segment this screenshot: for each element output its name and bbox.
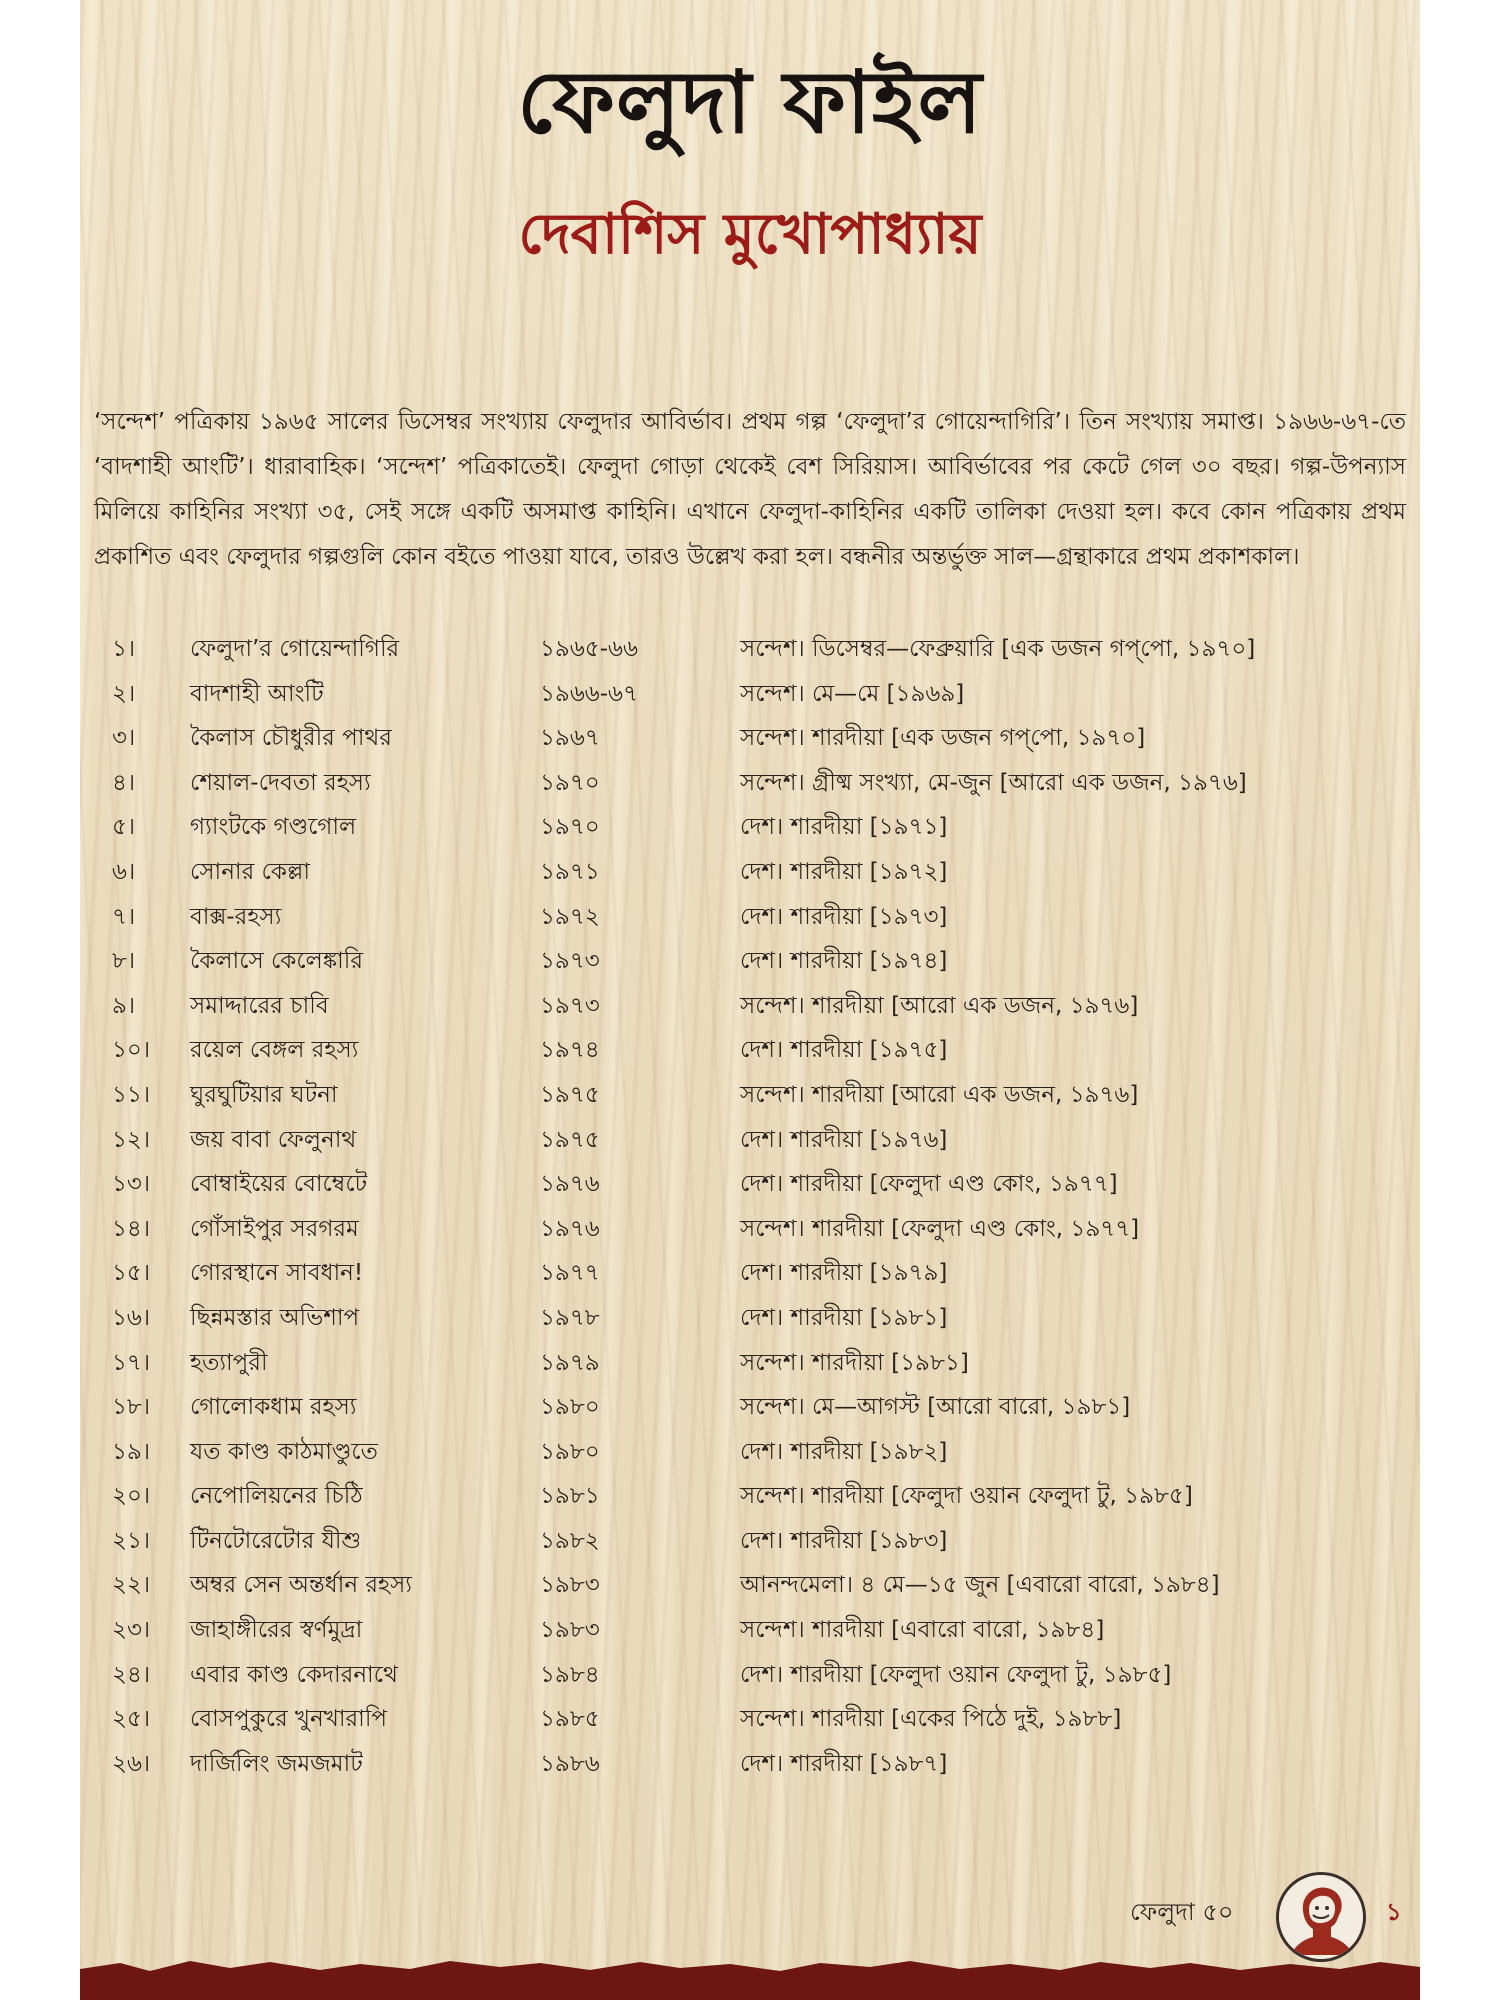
story-number: ১৫। xyxy=(112,1260,151,1287)
story-row xyxy=(80,1341,1420,1386)
story-row xyxy=(80,1162,1420,1207)
story-number: ১৭। xyxy=(112,1349,151,1376)
story-row xyxy=(80,761,1420,806)
story-publication: সন্দেশ। শারদীয়া [এবারো বারো, ১৯৮৪] xyxy=(740,1617,1105,1644)
story-title: গোরস্থানে সাবধান! xyxy=(190,1260,364,1287)
author-name: দেবাশিস মুখোপাধ্যায় xyxy=(518,202,982,267)
story-title: ফেলুদা’র গোয়েন্দাগিরি xyxy=(190,636,400,662)
story-row xyxy=(80,1207,1420,1252)
story-title: গোলোকধাম রহস্য xyxy=(190,1394,357,1421)
intro-paragraph: ‘সন্দেশ’ পত্রিকায় ১৯৬৫ সালের ডিসেম্বর সংখ্যায় ফেলুদার আবির্ভাব। প্রথম গল্প ‘ফেলুদা’র গোয়েন্দাগিরি’। তিন সংখ্যায় সমাপ্ত। ১৯৬৬-৬৭-তে ‘বাদশাহী আংটি’। ধারাবাহিক। ‘সন্দেশ’ পত্রিকাতেই। ফেলুদা গোড়া থেকেই বেশ সিরিয়াস। আবির্ভাবের পর কেটে গেল ৩০ বছর। গল্প-উপন্যাস মিলিয়ে কাহিনির সংখ্যা ৩৫, সেই সঙ্গে একটি অসমাপ্ত কাহিনি। এখানে ফেলুদা-কাহিনির একটি তালিকা দেওয়া হল। কবে কোন পত্রিকায় প্রথম প্রকাশিত এবং ফেলুদার গল্পগুলি কোন বইতে পাওয়া যাবে, তারও উল্লেখ করা হল। বন্ধনীর অন্তর্ভুক্ত সাল—গ্রন্থাকারে প্রথম প্রকাশকাল। xyxy=(94,409,1406,570)
story-number: ২৪। xyxy=(112,1661,151,1688)
story-number: ১৪। xyxy=(112,1215,151,1242)
story-year: ১৯৮৪ xyxy=(540,1661,600,1688)
story-list xyxy=(80,627,1420,1786)
story-number: ১২। xyxy=(112,1126,151,1153)
story-row xyxy=(80,1073,1420,1118)
story-row xyxy=(80,1296,1420,1341)
story-title: জাহাঙ্গীরের স্বর্ণমুদ্রা xyxy=(190,1617,363,1644)
story-row xyxy=(80,1028,1420,1073)
story-publication: সন্দেশ। ডিসেম্বর—ফেব্রুয়ারি [এক ডজন গপ্‌পো, ১৯৭০] xyxy=(740,636,1256,662)
story-title: টিনটোরেটোর যীশু xyxy=(190,1527,362,1554)
story-publication: সন্দেশ। শারদীয়া [এক ডজন গপ্‌পো, ১৯৭০] xyxy=(740,725,1146,752)
story-title: রয়েল বেঙ্গল রহস্য xyxy=(190,1037,359,1064)
story-publication: দেশ। শারদীয়া [১৯৭৫] xyxy=(740,1037,948,1064)
story-publication: দেশ। শারদীয়া [১৯৭৬] xyxy=(740,1126,948,1153)
story-number: ৬। xyxy=(112,858,136,885)
story-year: ১৯৬৭ xyxy=(540,725,600,752)
story-number: ১১। xyxy=(112,1081,151,1108)
story-publication: দেশ। শারদীয়া [১৯৮৩] xyxy=(740,1527,948,1554)
story-row xyxy=(80,1385,1420,1430)
story-row xyxy=(80,1653,1420,1698)
story-number: ৪। xyxy=(112,769,136,796)
story-publication: আনন্দমেলা। ৪ মে—১৫ জুন [এবারো বারো, ১৯৮৪] xyxy=(740,1572,1220,1599)
story-number: ২৩। xyxy=(112,1617,151,1644)
portrait-medallion-icon xyxy=(1276,1872,1366,1962)
story-row xyxy=(80,1118,1420,1163)
footer-label: ফেলুদা ৫০ xyxy=(1130,1898,1234,1926)
story-year: ১৯৮৬ xyxy=(540,1750,600,1777)
story-number: ২৫। xyxy=(112,1706,151,1733)
story-title: বোসপুকুরে খুনখারাপি xyxy=(190,1706,388,1733)
story-publication: সন্দেশ। মে—আগস্ট [আরো বারো, ১৯৮১] xyxy=(740,1394,1131,1421)
story-number: ৩। xyxy=(112,725,136,752)
story-number: ৯। xyxy=(112,992,136,1019)
story-year: ১৯৭৩ xyxy=(540,992,600,1019)
story-year: ১৯৮১ xyxy=(540,1483,600,1510)
document-page xyxy=(80,0,1420,2000)
story-row xyxy=(80,672,1420,717)
story-publication: সন্দেশ। শারদীয়া [আরো এক ডজন, ১৯৭৬] xyxy=(740,1081,1139,1108)
story-year: ১৯৮৩ xyxy=(540,1572,600,1599)
story-number: ২১। xyxy=(112,1527,151,1554)
story-number: ১। xyxy=(112,636,136,662)
story-year: ১৯৭৮ xyxy=(540,1304,600,1331)
story-row xyxy=(80,1474,1420,1519)
story-title: কৈলাসে কেলেঙ্কারি xyxy=(190,948,364,975)
story-title: জয় বাবা ফেলুনাথ xyxy=(190,1126,357,1153)
story-year: ১৯৮৫ xyxy=(540,1706,600,1733)
story-publication: সন্দেশ। গ্রীষ্ম সংখ্যা, মে-জুন [আরো এক ডজন, ১৯৭৬] xyxy=(740,769,1247,796)
page-number: ১ xyxy=(1386,1898,1402,1926)
story-year: ১৯৮০ xyxy=(540,1438,600,1465)
story-year: ১৯৮২ xyxy=(540,1527,600,1554)
story-row xyxy=(80,850,1420,895)
story-publication: দেশ। শারদীয়া [১৯৮২] xyxy=(740,1438,948,1465)
story-title: কৈলাস চৌধুরীর পাথর xyxy=(190,725,392,752)
story-year: ১৯৭৫ xyxy=(540,1081,600,1108)
story-row xyxy=(80,939,1420,984)
story-year: ১৯৬৫-৬৬ xyxy=(540,636,638,662)
story-row xyxy=(80,1697,1420,1742)
story-title: হত্যাপুরী xyxy=(190,1349,268,1376)
story-title: নেপোলিয়নের চিঠি xyxy=(190,1483,363,1510)
story-row xyxy=(80,1563,1420,1608)
story-publication: দেশ। শারদীয়া [১৯৭৩] xyxy=(740,903,948,930)
story-title: বাদশাহী আংটি xyxy=(190,680,324,707)
story-year: ১৯৮০ xyxy=(540,1394,600,1421)
story-year: ১৯৭৪ xyxy=(540,1037,600,1064)
story-year: ১৯৭১ xyxy=(540,858,600,885)
story-title: বোম্বাইয়ের বোম্বেটে xyxy=(190,1171,368,1198)
story-row xyxy=(80,984,1420,1029)
story-row xyxy=(80,1251,1420,1296)
story-title: এবার কাণ্ড কেদারনাথে xyxy=(190,1661,398,1688)
story-year: ১৯৭৬ xyxy=(540,1171,600,1198)
story-number: ৮। xyxy=(112,948,136,975)
story-title: গোঁসাইপুর সরগরম xyxy=(190,1215,359,1242)
story-title: গ্যাংটকে গণ্ডগোল xyxy=(190,814,357,841)
story-title: শেয়াল-দেবতা রহস্য xyxy=(190,769,371,796)
story-number: ২০। xyxy=(112,1483,151,1510)
story-publication: সন্দেশ। শারদীয়া [আরো এক ডজন, ১৯৭৬] xyxy=(740,992,1139,1019)
story-title: ঘুরঘুটিয়ার ঘটনা xyxy=(190,1081,338,1108)
story-row xyxy=(80,1519,1420,1564)
story-number: ৭। xyxy=(112,903,136,930)
story-number: ১৩। xyxy=(112,1171,151,1198)
story-publication: সন্দেশ। মে—মে [১৯৬৯] xyxy=(740,680,965,707)
story-title: অম্বর সেন অন্তর্ধান রহস্য xyxy=(190,1572,412,1599)
story-publication: দেশ। শারদীয়া [১৯৭৯] xyxy=(740,1260,948,1287)
story-publication: সন্দেশ। শারদীয়া [একের পিঠে দুই, ১৯৮৮] xyxy=(740,1706,1122,1733)
story-number: ২২। xyxy=(112,1572,151,1599)
story-title: দার্জিলিং জমজমাট xyxy=(190,1750,363,1777)
story-number: ৫। xyxy=(112,814,136,841)
story-year: ১৯৬৬-৬৭ xyxy=(540,680,638,707)
story-publication: দেশ। শারদীয়া [১৯৭৪] xyxy=(740,948,948,975)
story-number: ২৬। xyxy=(112,1750,151,1777)
story-number: ২। xyxy=(112,680,136,707)
story-publication: সন্দেশ। শারদীয়া [ফেলুদা ওয়ান ফেলুদা টু, ১৯৮৫] xyxy=(740,1483,1193,1510)
story-title: বাক্স-রহস্য xyxy=(190,903,282,930)
story-title: ছিন্নমস্তার অভিশাপ xyxy=(190,1304,360,1331)
story-year: ১৯৭০ xyxy=(540,814,600,841)
story-number: ১৬। xyxy=(112,1304,151,1331)
story-year: ১৯৮৩ xyxy=(540,1617,600,1644)
story-row xyxy=(80,1608,1420,1653)
story-year: ১৯৭৫ xyxy=(540,1126,600,1153)
story-publication: দেশ। শারদীয়া [১৯৭১] xyxy=(740,814,948,841)
story-year: ১৯৭০ xyxy=(540,769,600,796)
story-year: ১৯৭৭ xyxy=(540,1260,600,1287)
story-row xyxy=(80,1742,1420,1787)
story-publication: সন্দেশ। শারদীয়া [১৯৮১] xyxy=(740,1349,969,1376)
story-year: ১৯৭৯ xyxy=(540,1349,600,1376)
story-publication: দেশ। শারদীয়া [ফেলুদা ওয়ান ফেলুদা টু, ১৯৮৫] xyxy=(740,1661,1172,1688)
story-year: ১৯৭২ xyxy=(540,903,600,930)
story-row xyxy=(80,1430,1420,1475)
torn-edge-band xyxy=(80,1955,1420,2000)
story-publication: সন্দেশ। শারদীয়া [ফেলুদা এণ্ড কোং, ১৯৭৭] xyxy=(740,1215,1140,1242)
story-row xyxy=(80,716,1420,761)
story-row xyxy=(80,627,1420,672)
story-title: সোনার কেল্লা xyxy=(190,858,311,885)
story-number: ১৯। xyxy=(112,1438,151,1465)
page-title: ফেলুদা ফাইল xyxy=(517,53,983,153)
story-publication: দেশ। শারদীয়া [১৯৮১] xyxy=(740,1304,948,1331)
story-row xyxy=(80,895,1420,940)
story-publication: দেশ। শারদীয়া [১৯৮৭] xyxy=(740,1750,948,1777)
story-number: ১০। xyxy=(112,1037,151,1064)
story-year: ১৯৭৩ xyxy=(540,948,600,975)
story-title: সমাদ্দারের চাবি xyxy=(190,992,329,1019)
story-publication: দেশ। শারদীয়া [ফেলুদা এণ্ড কোং, ১৯৭৭] xyxy=(740,1171,1118,1198)
story-year: ১৯৭৬ xyxy=(540,1215,600,1242)
story-publication: দেশ। শারদীয়া [১৯৭২] xyxy=(740,858,948,885)
story-title: যত কাণ্ড কাঠমাণ্ডুতে xyxy=(190,1438,378,1465)
story-row xyxy=(80,805,1420,850)
story-number: ১৮। xyxy=(112,1394,151,1421)
